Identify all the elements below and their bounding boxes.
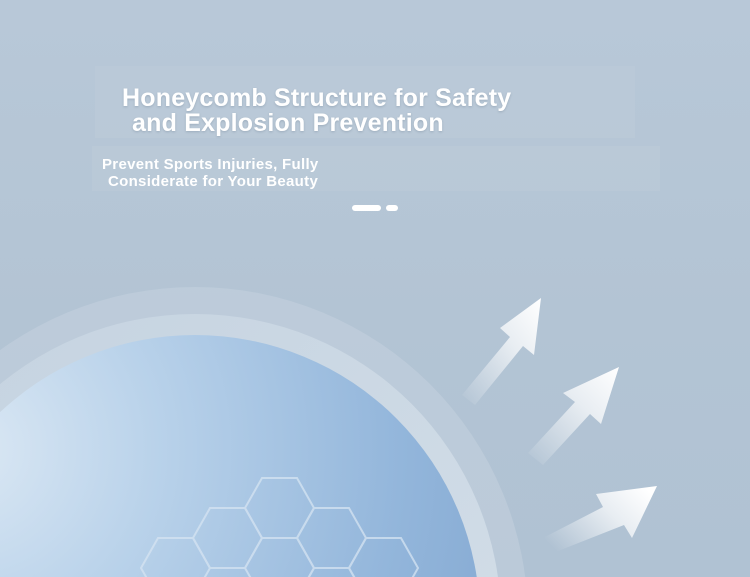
title-line-1: Honeycomb Structure for Safety [122,84,512,112]
subtitle-line-2: Considerate for Your Beauty [108,173,319,190]
arrow-icon [462,298,541,405]
arrow-icon [528,367,619,465]
arrow-icon [545,486,657,553]
title-line-2: and Explosion Prevention [132,109,444,137]
subtitle-line-1: Prevent Sports Injuries, Fully [102,156,319,173]
